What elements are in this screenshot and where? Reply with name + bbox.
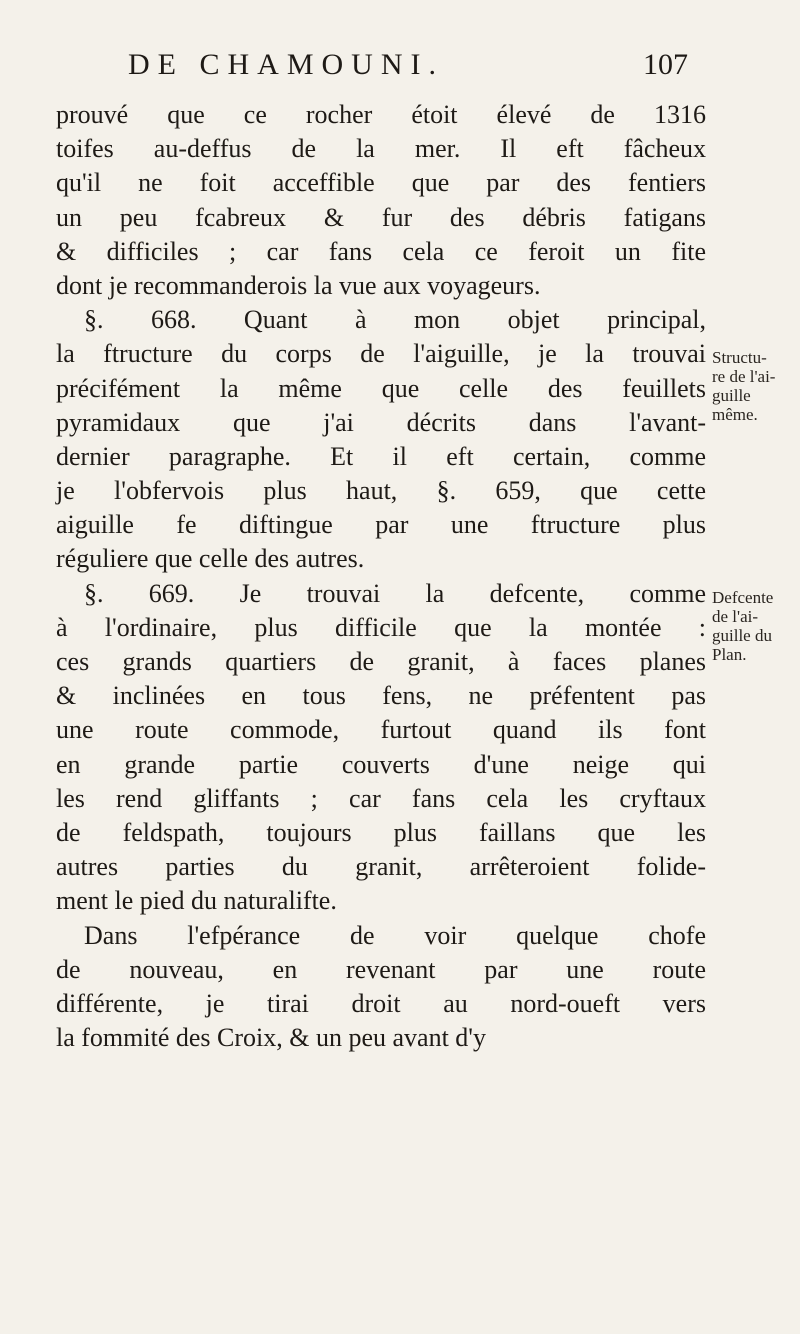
running-header: [128, 48, 688, 88]
text-line: la ftructure du corps de l'aiguille, je la trouvai: [56, 339, 706, 369]
text-line: autres parties du granit, arrêteroient folide-: [56, 852, 706, 882]
text-line: la fommité des Croix, & un peu avant d'y: [56, 1023, 486, 1053]
text-line: réguliere que celle des autres.: [56, 544, 365, 574]
text-line: & difficiles ; car fans cela ce feroit un fite: [56, 236, 706, 266]
text-line: différente, je tirai droit au nord-oueft vers: [56, 988, 706, 1018]
margin-note-line: Plan.: [712, 645, 747, 664]
text-line: qu'il ne foit acceffible que par des fentiers: [56, 168, 706, 198]
text-line: à l'ordinaire, plus difficile que la montée :: [56, 612, 706, 642]
text-line: §. 668. Quant à mon objet principal,: [84, 305, 706, 335]
text-line: dernier paragraphe. Et il eft certain, comme: [56, 441, 706, 471]
text-line: ces grands quartiers de granit, à faces planes: [56, 647, 706, 676]
margin-note-line: guille du: [712, 626, 772, 645]
text-line: Dans l'efpérance de voir quelque chofe: [84, 920, 706, 950]
margin-note-line: Defcente: [712, 588, 774, 607]
text-line: aiguille fe diftingue par une ftructure plus: [56, 510, 706, 540]
page-number: 107: [643, 48, 688, 81]
text-line: une route commode, furtout quand ils font: [56, 715, 706, 745]
text-line: je l'obfervois plus haut, §. 659, que cette: [56, 476, 706, 506]
running-title: DE CHAMOUNI.: [128, 48, 444, 81]
text-line: toifes au-deffus de la mer. Il eft fâcheux: [56, 134, 706, 164]
margin-note-structure: [712, 348, 775, 424]
text-line: & inclinées en tous fens, ne préfentent pas: [56, 681, 706, 711]
margin-note-line: Structu-: [712, 348, 767, 367]
margin-note-line: guille: [712, 386, 751, 405]
text-line: précifément la même que celle des feuillets: [56, 373, 706, 403]
text-line: ment le pied du naturalifte.: [56, 886, 337, 916]
margin-note-line: de l'ai-: [712, 607, 759, 626]
margin-note-line: même.: [712, 405, 758, 424]
text-line: un peu fcabreux & fur des débris fatigans: [56, 202, 706, 232]
text-line: §. 669. Je trouvai la defcente, comme: [84, 578, 706, 608]
text-line: de nouveau, en revenant par une route: [56, 954, 706, 984]
margin-note-descent: [712, 588, 773, 664]
text-line: dont je recommanderois la vue aux voyageurs.: [56, 270, 541, 300]
margin-note-line: re de l'ai-: [712, 367, 776, 386]
text-line: prouvé que ce rocher étoit élevé de 1316: [56, 100, 706, 129]
text-line: les rend gliffants ; car fans cela les cryftaux: [56, 783, 706, 813]
text-line: pyramidaux que j'ai décrits dans l'avant-: [56, 407, 706, 437]
text-line: en grande partie couverts d'une neige qui: [56, 749, 706, 779]
body-text: [56, 98, 706, 1055]
text-line: de feldspath, toujours plus faillans que les: [56, 817, 706, 847]
